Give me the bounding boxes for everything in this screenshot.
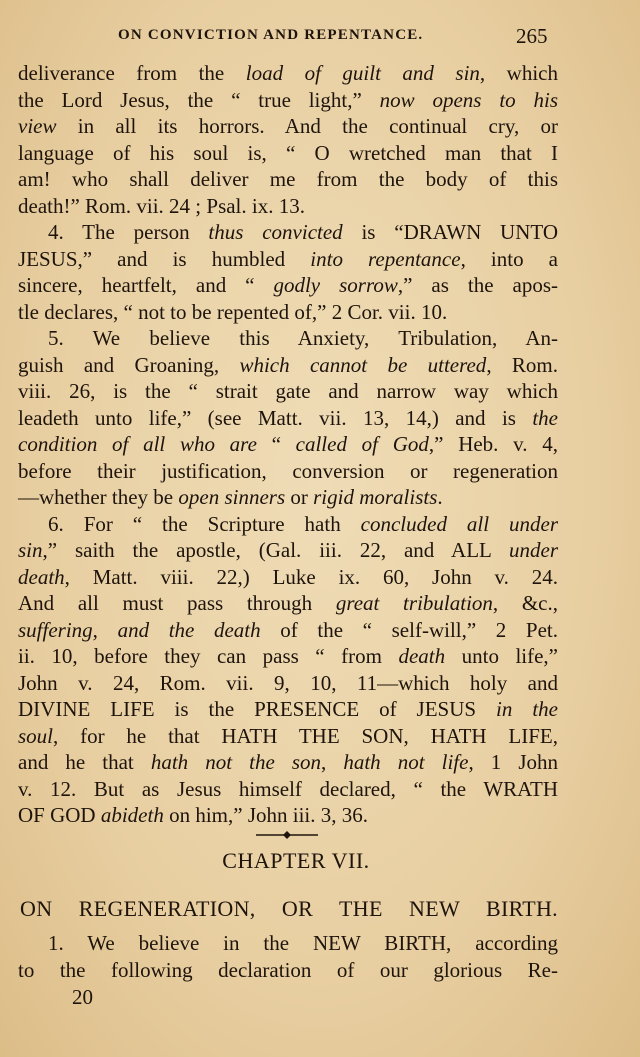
- body-text-line: JESUS,” and is humbled into repentance, into a: [18, 246, 558, 271]
- body-text-line: 5. We believe this Anxiety, Tribulation, An-: [48, 326, 558, 350]
- body-text-line: DIVINE LIFE is the PRESENCE of JESUS in the: [18, 697, 558, 721]
- body-text: [18, 60, 558, 829]
- body-text-line: soul, for he that HATH THE SON, HATH LIFE,: [18, 723, 558, 748]
- running-head: [0, 24, 640, 48]
- body-text-line: viii. 26, is the “ strait gate and narrow way which: [18, 379, 558, 403]
- running-title: ON CONVICTION AND REPENTANCE.: [118, 27, 424, 43]
- body-text-line: —whether they be open sinners or rigid moralists.: [18, 485, 443, 509]
- body-text-line: sincere, heartfelt, and “ godly sorrow,” as the apos-: [18, 273, 558, 297]
- body-text-line: John v. 24, Rom. vii. 9, 10, 11—which holy and: [18, 670, 558, 695]
- chapter-opening-text: [18, 930, 558, 983]
- body-text-line: view in all its horrors. And the continual cry, or: [18, 114, 558, 138]
- body-text-line: leadeth unto life,” (see Matt. vii. 13, 14,) and is the: [18, 405, 558, 430]
- body-text-line: deliverance from the load of guilt and sin, which: [18, 61, 558, 85]
- body-text-line: v. 12. But as Jesus himself declared, “ the WRATH: [18, 776, 558, 801]
- signature-mark: 20: [72, 985, 93, 1009]
- body-text-line: guish and Groaning, which cannot be uttered, Rom.: [18, 352, 558, 377]
- body-text-line: tle declares, “ not to be repented of,” 2 Cor. vii. 10.: [18, 299, 448, 324]
- body-text-line: the Lord Jesus, the “ true light,” now opens to his: [18, 87, 558, 112]
- chapter-heading: CHAPTER VII.: [222, 848, 370, 873]
- body-text-line: 6. For “ the Scripture hath concluded all under: [48, 511, 558, 536]
- body-text-line: 4. The person thus convicted is “DRAWN UNTO: [48, 220, 558, 244]
- body-text-line: And all must pass through great tribulation, &c.,: [18, 591, 558, 615]
- chapter-subheading: ON REGENERATION, OR THE NEW BIRTH.: [20, 896, 558, 921]
- body-text-line: death!” Rom. vii. 24 ; Psal. ix. 13.: [18, 193, 305, 218]
- body-text-line: OF GOD abideth on him,” John iii. 3, 36.: [18, 803, 369, 827]
- chapter-text-line: 1. We believe in the NEW BIRTH, according: [48, 931, 558, 955]
- body-text-line: before their justification, conversion or regeneration: [18, 458, 558, 483]
- body-text-line: and he that hath not the son, hath not life, 1 John: [18, 750, 558, 774]
- body-text-line: ii. 10, before they can pass “ from death unto life,”: [18, 644, 559, 668]
- body-text-line: language of his soul is, “ O wretched man that I: [18, 140, 558, 165]
- body-text-line: death, Matt. viii. 22,) Luke ix. 60, John v. 24.: [18, 564, 558, 589]
- body-text-line: condition of all who are “ called of God,” Heb. v. 4,: [18, 432, 558, 456]
- body-text-line: sin,” saith the apostle, (Gal. iii. 22, and ALL under: [18, 538, 558, 562]
- body-text-line: suffering, and the death of the “ self-will,” 2 Pet.: [18, 617, 559, 642]
- page-number: 265: [516, 24, 548, 48]
- chapter-text-line: to the following declaration of our glorious Re-: [18, 957, 558, 982]
- ornamental-rule: [256, 828, 318, 842]
- body-text-line: am! who shall deliver me from the body of this: [18, 167, 558, 191]
